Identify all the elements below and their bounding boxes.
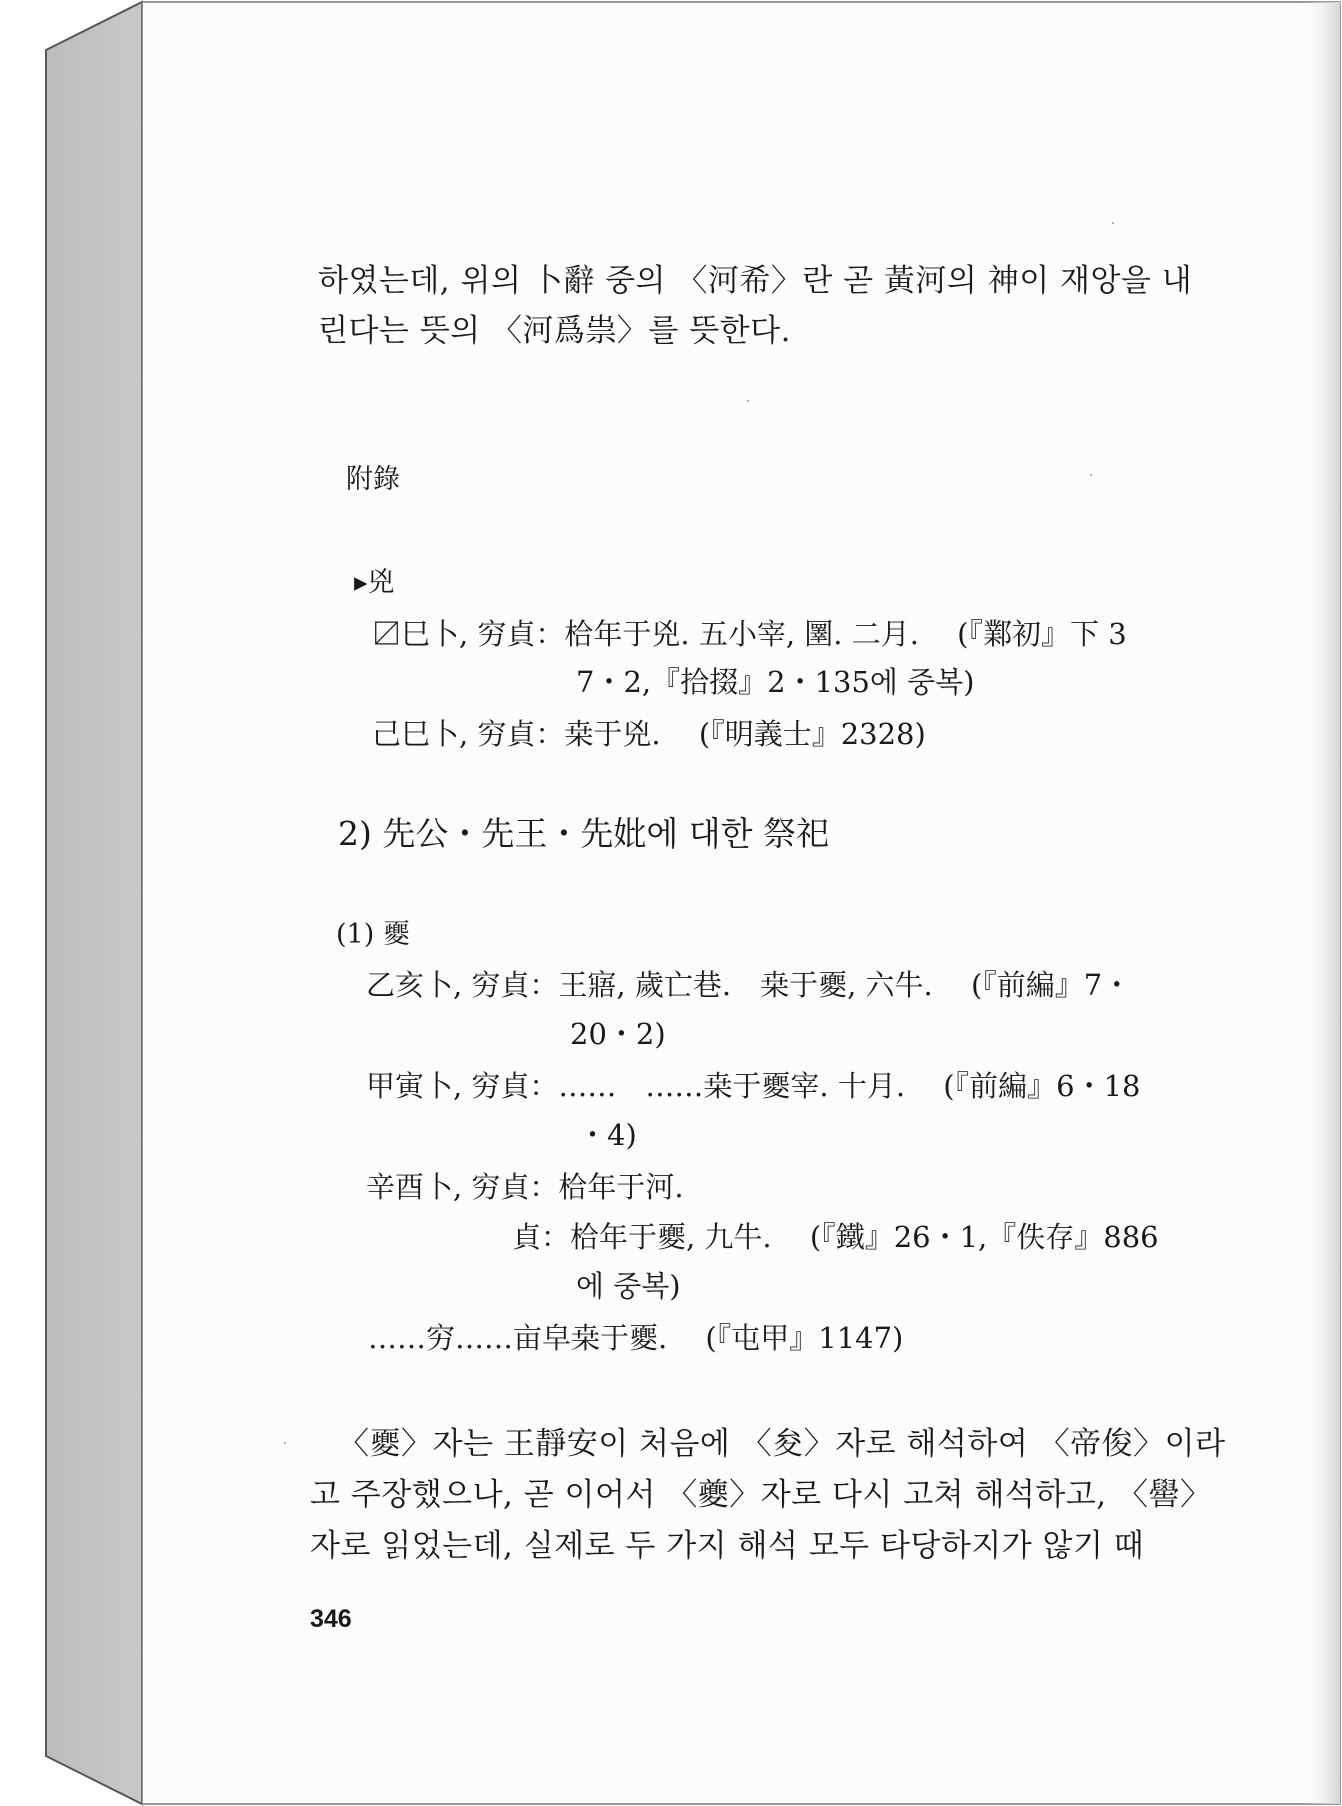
subsection-heading: (1) 夒 xyxy=(336,919,410,950)
inscription-line: ・4) xyxy=(578,1118,637,1152)
inscription-line: 己巳卜, 穷貞：桒于兇. (『明義士』2328) xyxy=(372,717,926,751)
subsection-heading: ▸兇 xyxy=(354,567,395,598)
page-number: 346 xyxy=(310,1605,352,1633)
inscription-line: 〼巳卜, 穷貞：㭘年于兇. 五小宰, 圛. 二月. (『鄴初』下 3 xyxy=(372,617,1127,651)
section-title: 2) 先公・先王・先妣에 대한 祭祀 xyxy=(338,814,829,853)
inscription-line: 7・2,『拾掇』2・135에 중복) xyxy=(576,665,975,699)
inscription-line: 甲寅卜, 穷貞：…… ……桒于夒宰. 十月. (『前編』6・18 xyxy=(366,1069,1141,1103)
inscription-line: 貞：㭘年于夒, 九牛. (『鐵』26・1,『佚存』886 xyxy=(512,1220,1159,1254)
closing-line-2: 고 주장했으나, 곧 이어서 〈夔〉자로 다시 고쳐 해석하고, 〈嚳〉 xyxy=(310,1477,1212,1513)
intro-line-2: 린다는 뜻의 〈河爲祟〉를 뜻한다. xyxy=(318,313,791,349)
closing-line-3: 자로 읽었는데, 실제로 두 가지 해석 모두 타당하지가 않기 때 xyxy=(310,1528,1145,1564)
inscription-line: 20・2) xyxy=(570,1017,666,1051)
inscription-line: 乙亥卜, 穷貞：王寤, 歲亡巷. 桒于夒, 六牛. (『前編』7・ xyxy=(366,968,1132,1002)
inscription-line: 에 중복) xyxy=(576,1269,681,1303)
intro-line-1: 하였는데, 위의 卜辭 중의 〈河希〉란 곧 黃河의 神이 재앙을 내 xyxy=(318,263,1193,299)
inscription-line: 辛酉卜, 穷貞：㭘年于河. xyxy=(366,1170,684,1204)
inscription-line: ……穷……亩皁桒于夒. (『屯甲』1147) xyxy=(368,1321,904,1355)
closing-line-1: 〈夒〉자는 王靜安이 처음에 〈夋〉자로 해석하여 〈帝俊〉이라 xyxy=(338,1426,1226,1462)
appendix-title: 附錄 xyxy=(346,464,400,495)
